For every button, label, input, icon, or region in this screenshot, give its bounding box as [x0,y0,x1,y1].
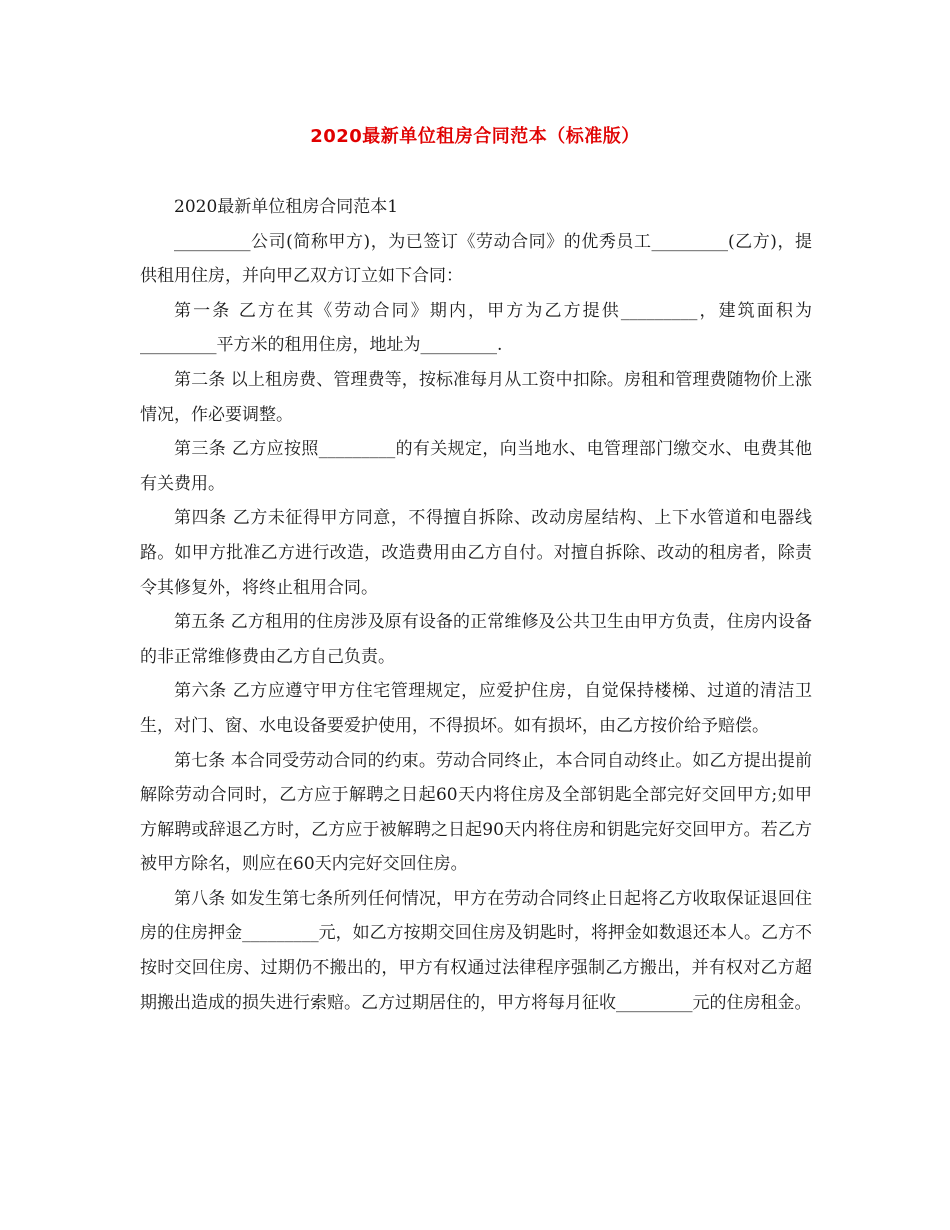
paragraph-article-8: 第八条 如发生第七条所列任何情况，甲方在劳动合同终止日起将乙方收取保证退回住房的住房押金_________元，如乙方按期交回住房及钥匙时，将押金如数退还本人。乙方不按时交回住房、过期仍不搬出的，甲方有权通过法律程序强制乙方搬出，并有权对乙方超期搬出造成的损失进行索赔。乙方过期居住的，甲方将每月征收_________元的住房租金。 [140,888,812,1013]
paragraph-article-7: 第七条 本合同受劳动合同的约束。劳动合同终止，本合同自动终止。如乙方提出提前解除劳动合同时，乙方应于解聘之日起60天内将住房及全部钥匙全部完好交回甲方;如甲方解聘或辞退乙方时，乙方应于被解聘之日起90天内将住房和钥匙完好交回甲方。若乙方被甲方除名，则应在60天内完好交回住房。 [140,750,812,875]
paragraph-intro: _________公司(简称甲方)，为已签订《劳动合同》的优秀员工_________(乙方)，提供租用住房，并向甲乙双方订立如下合同： [140,231,812,287]
document-body [140,190,812,1020]
document-title: 2020最新单位租房合同范本（标准版） [310,126,640,147]
paragraph-article-2: 第二条 以上租房费、管理费等，按标准每月从工资中扣除。房租和管理费随物价上涨情况，作必要调整。 [140,369,812,425]
paragraph-article-3: 第三条 乙方应按照_________的有关规定，向当地水、电管理部门缴交水、电费其他有关费用。 [140,439,812,494]
paragraph-article-1: 第一条 乙方在其《劳动合同》期内，甲方为乙方提供_________，建筑面积为_________平方米的租用住房，地址为_________. [140,300,812,356]
paragraph-article-5: 第五条 乙方租用的住房涉及原有设备的正常维修及公共卫生由甲方负责，住房内设备的非正常维修费由乙方自己负责。 [140,612,812,667]
document-subtitle: 2020最新单位租房合同范本1 [174,197,399,217]
paragraph-article-6: 第六条 乙方应遵守甲方住宅管理规定，应爱护住房，自觉保持楼梯、过道的清洁卫生，对门、窗、水电设备要爱护使用，不得损坏。如有损坏，由乙方按价给予赔偿。 [140,681,812,736]
paragraph-article-4: 第四条 乙方未征得甲方同意，不得擅自拆除、改动房屋结构、上下水管道和电器线路。如甲方批准乙方进行改造，改造费用由乙方自付。对擅自拆除、改动的租房者，除责令其修复外，将终止租用合同。 [140,508,812,598]
